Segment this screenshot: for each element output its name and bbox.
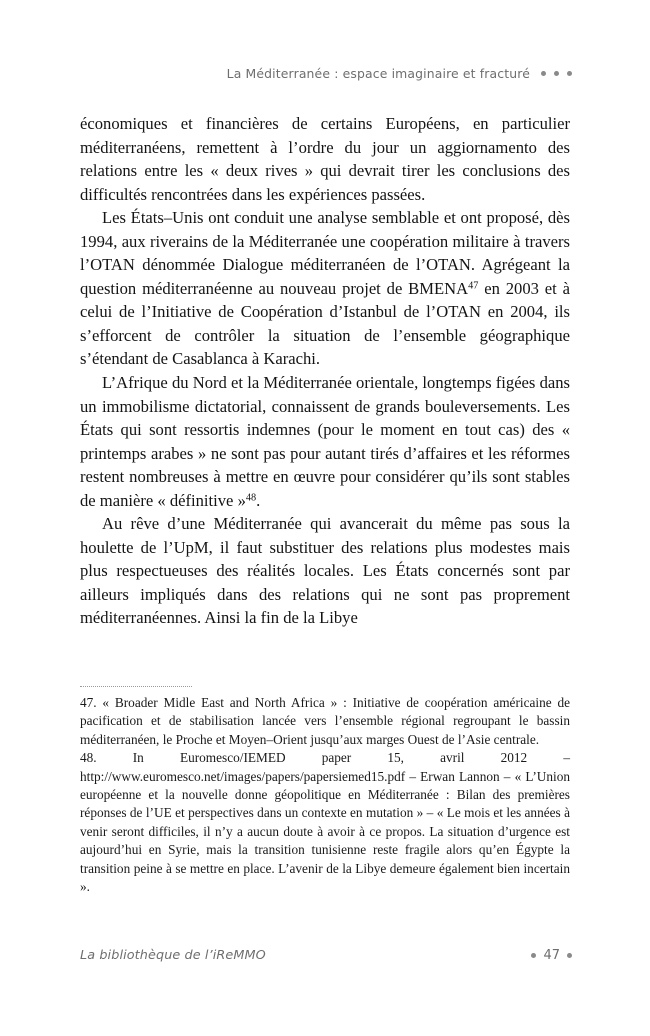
header-dot-ornament: [541, 71, 572, 76]
ornament-dot-icon: [541, 71, 546, 76]
paragraph-text: en 2003 et à celui de l’Initiative de Coopération d’Istanbul de l’OTAN en 2004, ils s’efforcent de contrôler la situation de l’ensemble géographique s’étendant de Casablanca à Karachi.: [80, 278, 570, 369]
paragraph-text: .: [256, 490, 261, 510]
body-text-block: [80, 112, 570, 630]
footnote-area: [80, 686, 570, 896]
paragraph: Au rêve d’une Méditerranée qui avancerait du même pas sous la houlette de l’UpM, il faut substituer des relations plus modestes mais plus respectueuses des réalités locales. Les États concernés sont par ailleurs impliqués dans des relations qui ne sont pas proprement méditerranéennes. Ainsi la fin de la Libye: [80, 514, 570, 628]
footnote-marker-48[interactable]: 48: [245, 492, 257, 504]
footnote-separator-rule: [80, 686, 192, 687]
footnote-entry: 48. In Euromesco/IEMED paper 15, avril 2012 – http://www.euromesco.net/images/papers/papersiemed15.pdf – Erwan Lannon – « L’Union européenne et la nouvelle donne géopolitique en Méditerranée : Bilan des premières réponses de l’UE et perspectives dans un contexte en mutation » – « Le mois et les années à venir seront difficiles, il n’y a aucun doute à avoir à ce propos. La situation d’urgence est aujourd’hui en Syrie, mais la transition tunisienne reste fragile alors qu’en Égypte la transition peine à se mettre en place. L’avenir de la Libye demeure également bien incertain ».: [80, 750, 570, 895]
paragraph: [80, 206, 570, 371]
page-number: 47: [543, 948, 560, 963]
running-header: [80, 66, 572, 81]
collection-title: La bibliothèque de l’iReMMO: [80, 948, 266, 963]
ornament-dot-icon: [554, 71, 559, 76]
running-header-title: La Méditerranée : espace imaginaire et fracturé: [226, 66, 530, 81]
paragraph: [80, 371, 570, 512]
footnote-entry: 47. « Broader Midle East and North Africa » : Initiative de coopération américaine de pacification et de stabilisation lancée vers l’ensemble régional regroupant le bassin méditerranéen, le Proche et Moyen–Orient jusqu’aux marges Ouest de l’Asie centrale.: [80, 695, 570, 747]
paragraph-text: Les États–Unis ont conduit une analyse semblable et ont proposé, dès 1994, aux riverains de la Méditerranée une coopération militaire à travers l’OTAN dénommée Dialogue méditerranéen de l’OTAN. Agrégeant la question méditerranéenne au nouveau projet de BMENA: [80, 208, 570, 298]
page-folio: [531, 948, 572, 963]
paragraph: économiques et financières de certains Européens, en particulier méditerranéens, remettent à l’ordre du jour un aggiornamento des relations entre les « deux rives » qui devrait tirer les conclusions des difficultés rencontrées dans les expériences passées.: [80, 114, 570, 204]
footnote-marker-47[interactable]: 47: [468, 280, 479, 292]
ornament-dot-icon: [567, 953, 572, 958]
ornament-dot-icon: [567, 71, 572, 76]
ornament-dot-icon: [531, 953, 536, 958]
running-footer: [80, 948, 572, 963]
paragraph-text: L’Afrique du Nord et la Méditerranée orientale, longtemps figées dans un immobilisme dictatorial, connaissent de grands bouleversements. Les États qui sont ressortis indemnes (pour le moment en tout cas) des « printemps arabes » ne sont pas pour autant tirés d’affaires et les réformes restent nombreuses à mettre en œuvre pour considérer qu’ils sont stables de manière « définitive »: [80, 373, 570, 510]
